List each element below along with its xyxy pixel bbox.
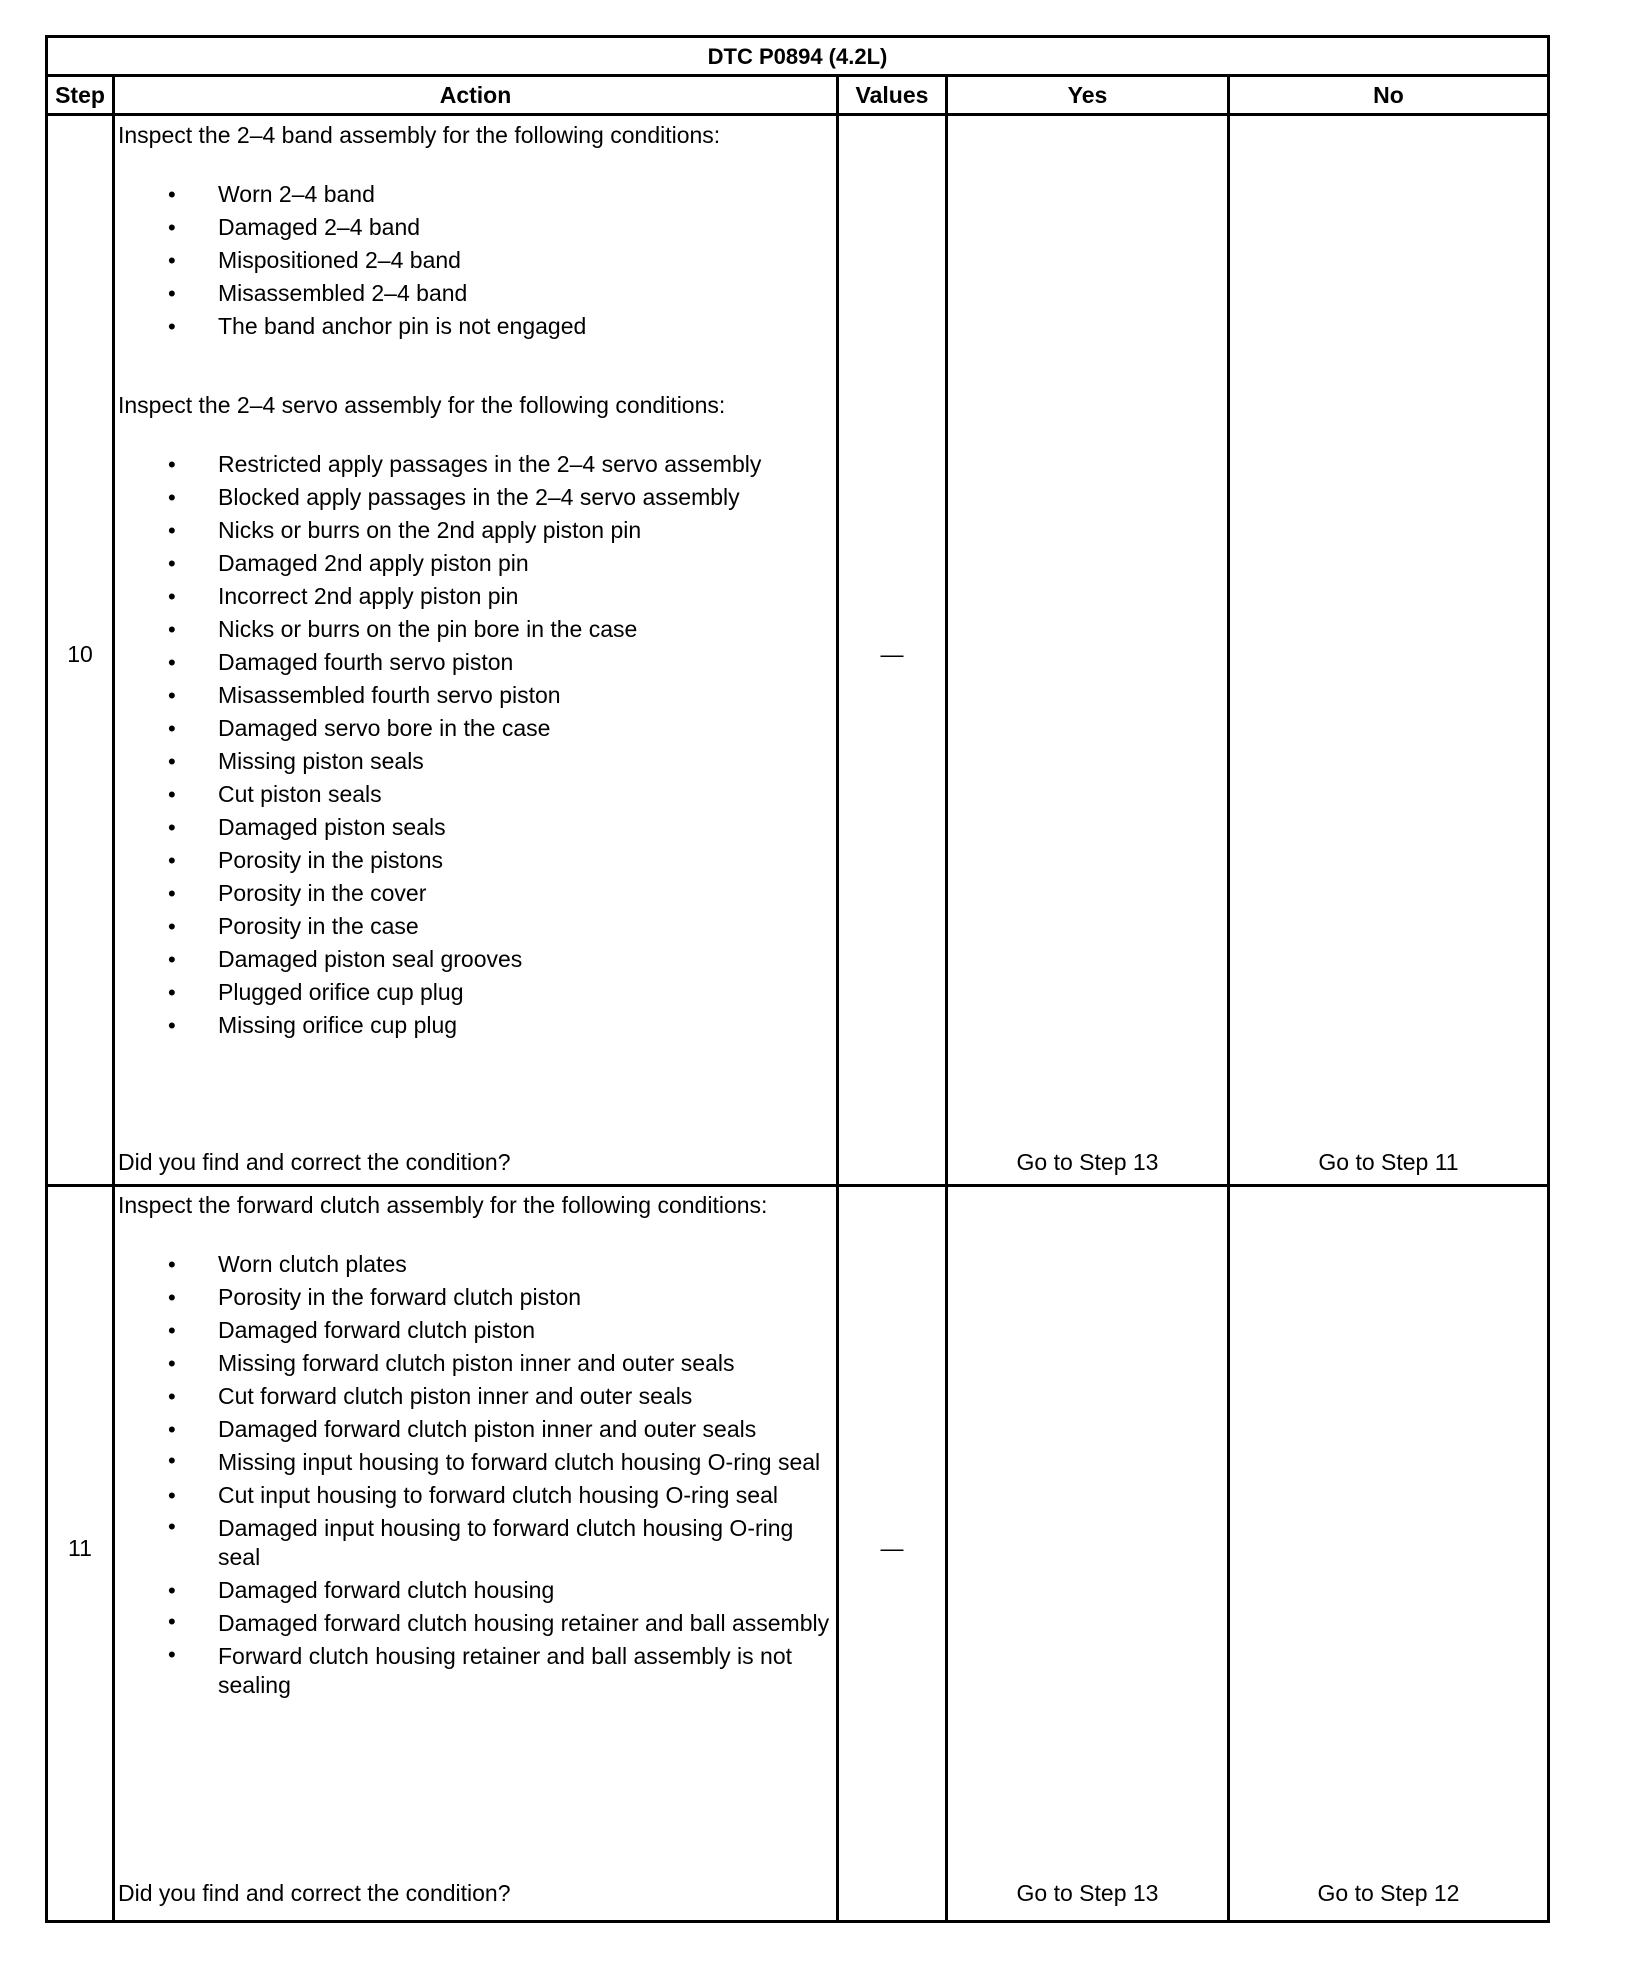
column-divider (112, 77, 115, 1920)
header-no: No (1230, 77, 1547, 116)
step-number: 11 (68, 1535, 92, 1561)
list-item: • Damaged forward clutch housing retainer and ball assembly (118, 1607, 838, 1640)
list-item: • Porosity in the forward clutch piston (118, 1281, 838, 1314)
list-item: • Cut forward clutch piston inner and outer seals (118, 1380, 838, 1413)
column-divider (1227, 77, 1230, 1920)
column-divider (945, 77, 948, 1920)
list-item: • Nicks or burrs on the 2nd apply piston pin (118, 514, 838, 547)
header-step: Step (48, 77, 112, 116)
header-action: Action (115, 77, 836, 116)
condition-list (118, 1248, 838, 1702)
action-cell (118, 1187, 828, 1917)
condition-list (118, 448, 838, 1042)
values-cell: — (880, 641, 904, 667)
list-item: • Missing input housing to forward clutch housing O-ring seal (118, 1446, 838, 1479)
action-cell (118, 118, 828, 1183)
list-item: • Plugged orifice cup plug (118, 976, 838, 1009)
list-item: • Porosity in the case (118, 910, 838, 943)
list-item: • Misassembled fourth servo piston (118, 679, 838, 712)
header-values: Values (839, 77, 945, 116)
action-intro: Inspect the forward clutch assembly for the following conditions: (118, 1192, 768, 1218)
list-item: • Damaged forward clutch piston (118, 1314, 838, 1347)
list-item: • Damaged piston seal grooves (118, 943, 838, 976)
list-item: • Worn 2–4 band (118, 178, 838, 211)
yes-cell: Go to Step 13 (1016, 1149, 1159, 1175)
step-number: 10 (67, 641, 93, 667)
list-item: • Misassembled 2–4 band (118, 277, 838, 310)
list-item: • Forward clutch housing retainer and ball assembly is not sealing (118, 1640, 838, 1702)
yes-cell: Go to Step 13 (1016, 1880, 1159, 1906)
no-cell: Go to Step 11 (1318, 1149, 1459, 1175)
list-item: • Missing piston seals (118, 745, 838, 778)
list-item: • Worn clutch plates (118, 1248, 838, 1281)
values-cell: — (880, 1535, 904, 1561)
action-intro: Inspect the 2–4 servo assembly for the following conditions: (118, 392, 726, 418)
list-item: • Damaged input housing to forward clutch housing O-ring seal (118, 1512, 838, 1574)
list-item: • Nicks or burrs on the pin bore in the case (118, 613, 838, 646)
list-item: • Damaged 2nd apply piston pin (118, 547, 838, 580)
question-text: Did you find and correct the condition? (118, 1880, 511, 1906)
list-item: • Damaged piston seals (118, 811, 838, 844)
list-item: • Damaged forward clutch housing (118, 1574, 838, 1607)
header-yes: Yes (948, 77, 1227, 116)
list-item: • Damaged forward clutch piston inner and outer seals (118, 1413, 838, 1446)
list-item: • Porosity in the cover (118, 877, 838, 910)
list-item: • The band anchor pin is not engaged (118, 310, 838, 343)
list-item: • Cut piston seals (118, 778, 838, 811)
action-intro: Inspect the 2–4 band assembly for the following conditions: (118, 122, 721, 148)
table-title: DTC P0894 (4.2L) (48, 38, 1547, 77)
list-item: • Incorrect 2nd apply piston pin (118, 580, 838, 613)
list-item: • Mispositioned 2–4 band (118, 244, 838, 277)
list-item: • Restricted apply passages in the 2–4 servo assembly (118, 448, 838, 481)
diagnostic-table (45, 35, 1550, 1923)
list-item: • Damaged servo bore in the case (118, 712, 838, 745)
list-item: • Cut input housing to forward clutch housing O-ring seal (118, 1479, 838, 1512)
list-item: • Blocked apply passages in the 2–4 servo assembly (118, 481, 838, 514)
list-item: • Missing forward clutch piston inner and outer seals (118, 1347, 838, 1380)
list-item: • Damaged 2–4 band (118, 211, 838, 244)
no-cell: Go to Step 12 (1317, 1880, 1460, 1906)
question-text: Did you find and correct the condition? (118, 1149, 511, 1175)
list-item: • Damaged fourth servo piston (118, 646, 838, 679)
list-item: • Missing orifice cup plug (118, 1009, 838, 1042)
condition-list (118, 178, 838, 343)
list-item: • Porosity in the pistons (118, 844, 838, 877)
